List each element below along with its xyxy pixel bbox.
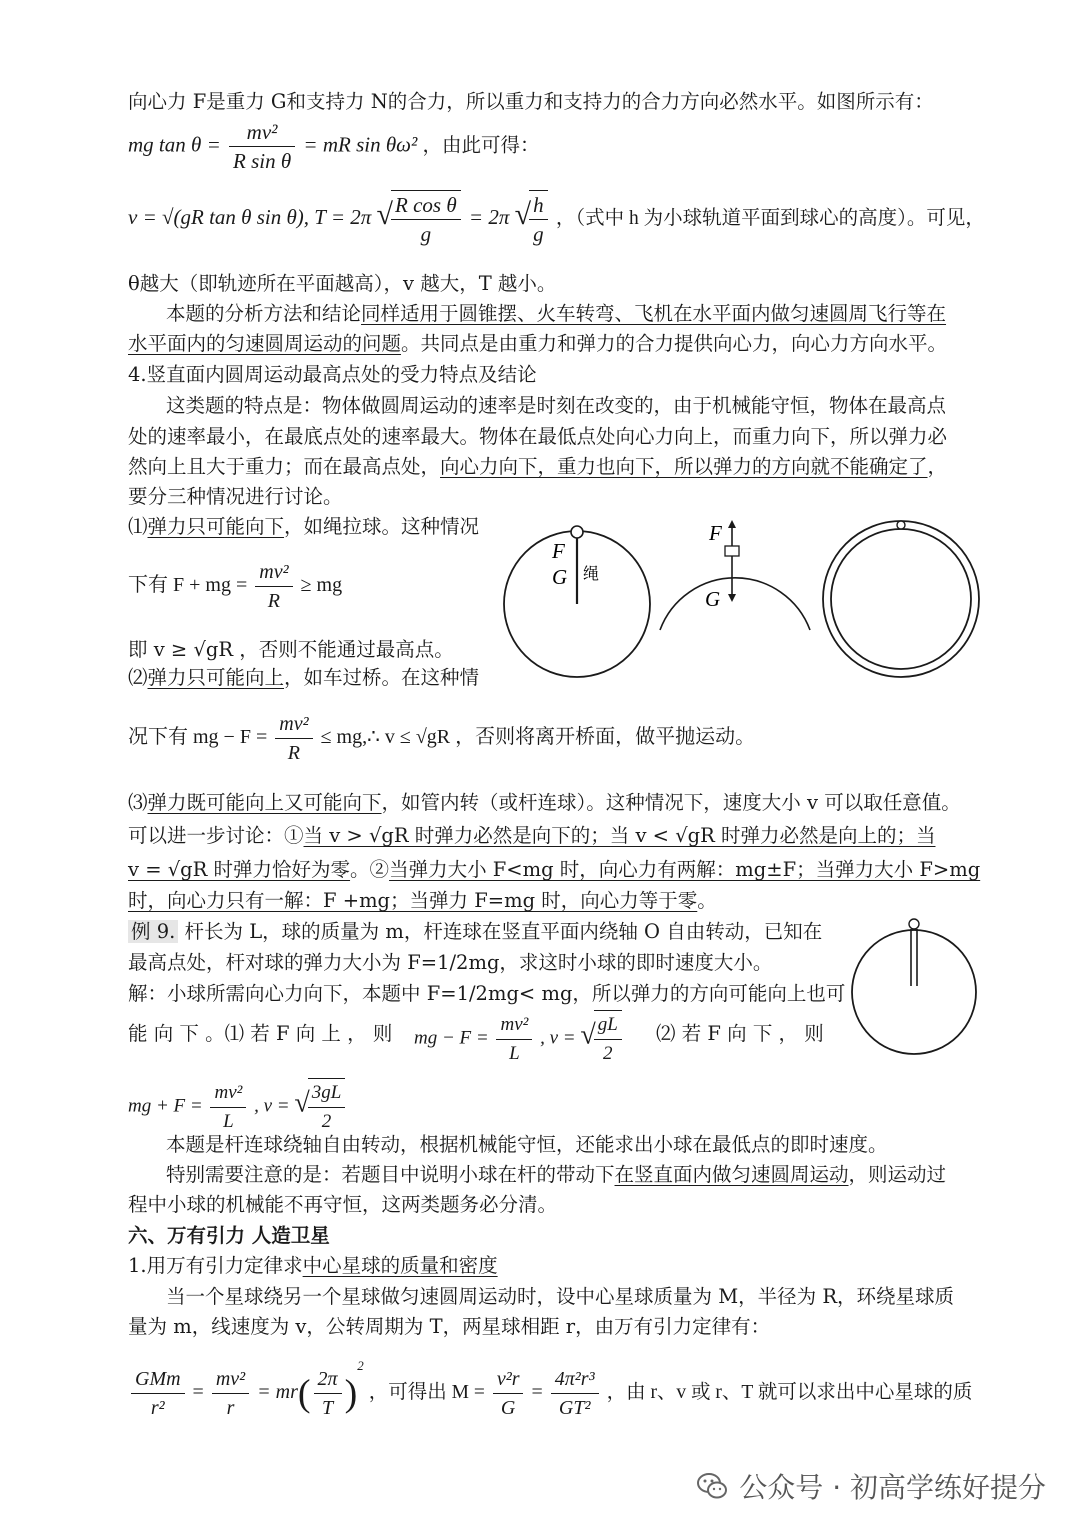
chapter-heading: 六、万有引力 人造卫星	[128, 1224, 330, 1247]
arrow-down	[728, 594, 736, 602]
diagram-tube-ring	[820, 518, 982, 680]
paragraph-line: 向心力 F是重力 G和支持力 N的合力，所以重力和支持力的合力方向必然水平。如图所示有：	[128, 90, 934, 113]
formula-case-2: 况下有 mg − F = $\frac{\text{mv²}}{R}$ ≤ mg,∴ v ≤ √gR ，否则将离开桥面，做平抛运动。	[128, 710, 755, 767]
case-3-line: 时，向心力只有一解：F +mg；当弹力 F=mg 时，向心力等于零。	[128, 889, 717, 912]
paragraph-line: θ越大（即轨迹所在平面越高），v 越大，T 越小。	[128, 272, 557, 295]
subsection-heading: 1.用万有引力定律求中心星球的质量和密度	[128, 1254, 498, 1277]
diagram-rope-ball	[500, 518, 660, 680]
formula-solution-down: mg + F = $\frac{\text{mv²}}{L}$ , v = √ $\frac{3gL}{2}$	[128, 1078, 348, 1136]
outer-tube-wall	[823, 521, 979, 677]
paragraph-line: 本题是杆连球绕轴自由转动，根据机械能守恒，还能求出小球在最低点的即时速度。	[166, 1133, 888, 1156]
watermark	[695, 1466, 1046, 1506]
ball	[897, 521, 905, 529]
ball	[909, 919, 919, 929]
paragraph-line: 处的速率最小，在最底点处的速率最大。物体在最低点处向心力向上，而重力向下，所以弹力必	[128, 425, 948, 448]
watermark-text: 公众号 · 初高学练好提分	[739, 1471, 1046, 1504]
solution-line: ⑵ 若 F 向 下 ， 则	[656, 1022, 824, 1045]
paragraph-line: 程中小球的机械能不再守恒，这两类题务必分清。	[128, 1193, 558, 1216]
example-9-line: 例 9. 杆长为 L，球的质量为 m，杆连球在竖直平面内绕轴 O 自由转动，已知在	[128, 918, 838, 946]
inner-tube-wall	[831, 529, 971, 669]
force-label-G: G	[552, 565, 568, 589]
paragraph-line: 水平面内的匀速圆周运动的问题。共同点是由重力和弹力的合力提供向心力，向心力方向水平。	[128, 332, 948, 355]
paragraph-line: 本题的分析方法和结论同样适用于圆锥摆、火车转弯、飞机在水平面内做匀速圆周飞行等在	[166, 302, 947, 325]
force-label-G: G	[705, 587, 721, 611]
arrow-up	[728, 520, 736, 528]
force-label-F: F	[552, 539, 565, 563]
solution-line: 能 向 下 。⑴ 若 F 向 上 ， 则	[128, 1022, 393, 1045]
diagram-car-over-bridge	[655, 518, 815, 633]
formula-case-1: 下有 F + mg = $\frac{\text{mv²}}{R}$ ≥ mg	[128, 558, 342, 615]
case-1-line: ⑴弹力只可能向下，如绳拉球。这种情况	[128, 515, 480, 538]
paragraph-line: 然向上且大于重力；而在最高点处，向心力向下，重力也向下，所以弹力的方向就不能确定了，	[128, 455, 948, 478]
ball	[571, 526, 583, 538]
circular-path	[852, 930, 976, 1054]
paragraph-line: 要分三种情况进行讨论。	[128, 485, 343, 508]
paragraph-line: 特别需要注意的是：若题目中说明小球在杆的带动下在竖直面内做匀速圆周运动，则运动过	[166, 1163, 947, 1186]
formula-velocity-period: v = √(gR tan θ sin θ), T = 2π √ $\frac{\text{R cos θ}}{g}$ = 2π √ $\frac{h}{g}$ ，（式中 h 为小球轨道平面到球心的高度）。可见，	[128, 190, 985, 248]
section-heading: 4.竖直面内圆周运动最高点处的受力特点及结论	[128, 363, 537, 386]
case-2-line: ⑵弹力只可能向上，如车过桥。在这种情	[128, 666, 480, 689]
bridge-arch	[660, 578, 810, 630]
case-3-line: ⑶弹力既可能向上又可能向下，如管内转（或杆连球）。这种情况下，速度大小 v 可以取任意值。	[128, 791, 961, 814]
case-3-line: 可以进一步讨论：①当 v > √gR 时弹力必然是向下的；当 v < √gR 时弹力必然是向上的；当	[128, 824, 936, 847]
formula-solution-up: mg − F = $\frac{\text{mv²}}{L}$ , v = √ $\frac{gL}{2}$	[414, 1010, 625, 1068]
example-9-line: 最高点处，杆对球的弹力大小为 F=1/2mg，求这时小球的即时速度大小。	[128, 951, 773, 974]
formula-centripetal: mg tan θ = $\frac{\text{mv²}}{\text{R sin θ}}$ = mR sin θω² ，由此可得：	[128, 120, 540, 173]
paragraph-line: 这类题的特点是：物体做圆周运动的速率是时刻在改变的，由于机械能守恒，物体在最高点	[166, 394, 947, 417]
paragraph-line: 量为 m，线速度为 v，公转周期为 T，两星球相距 r，由万有引力定律有：	[128, 1315, 771, 1338]
case-3-line: v = √gR 时弹力恰好为零。②当弹力大小 F<mg 时，向心力有两解：mg±F；当弹力大小 F>mg	[128, 858, 981, 881]
paragraph-line: 当一个星球绕另一个星球做匀速圆周运动时，设中心星球质量为 M，半径为 R，环绕星球质	[166, 1285, 955, 1308]
formula-gravitation: $\frac{\text{GMm}}{\text{r²}}$ = $\frac{\text{mv²}}{r}$ = mr( $\frac{2\pi}{T}$ )$^2$ ，可得出 M = $\frac{\text{v²r}}{G}$ = $\frac{\text{4π²r³}}{\text{GT²}}$ ，由 r、v 或 r、T 就可以求出中心星球的质	[128, 1358, 972, 1422]
solution-line: 解：小球所需向心力向下，本题中 F=1/2mg< mg，所以弹力的方向可能向上也可	[128, 982, 846, 1005]
case-1-condition: 即 v ≥ √gR ，否则不能通过最高点。	[128, 638, 454, 661]
rope-label: 绳	[583, 564, 600, 583]
example-label: 例 9.	[128, 920, 178, 943]
force-label-F: F	[709, 521, 722, 545]
car-block	[725, 546, 739, 556]
diagram-rod-ball	[850, 916, 980, 1066]
wechat-icon	[695, 1469, 729, 1503]
